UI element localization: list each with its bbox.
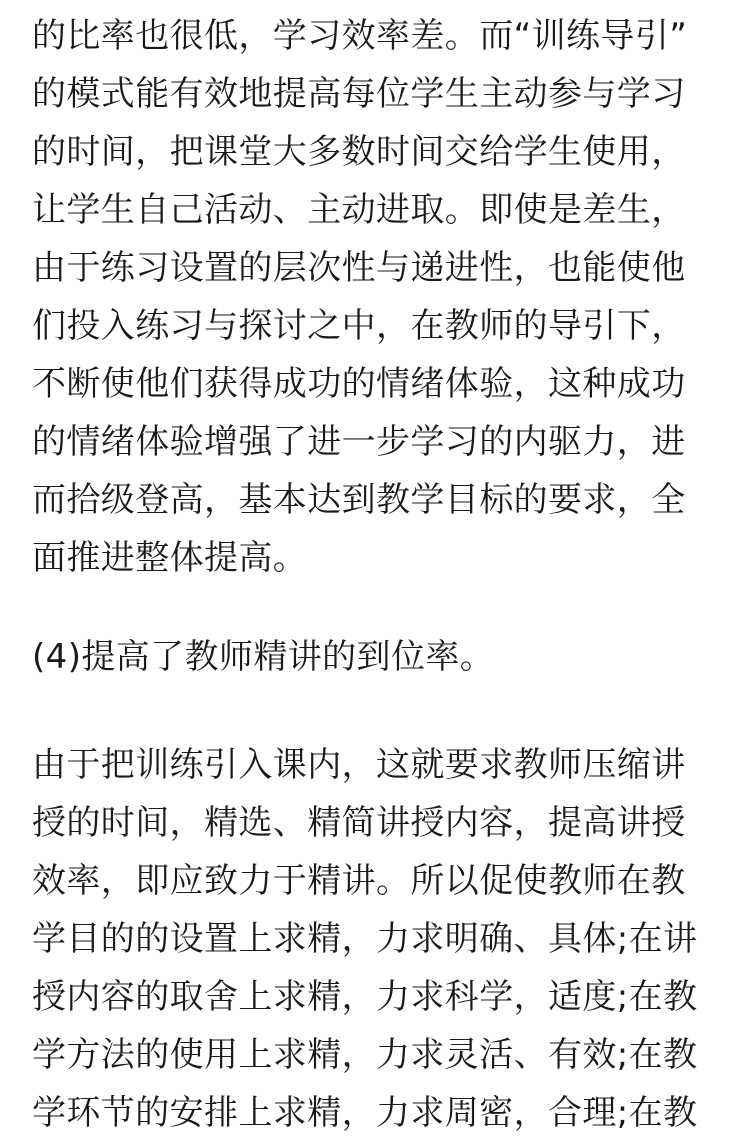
text-line: 授内容的取舍上求精，力求科学，适度;在教 [32,977,698,1017]
paragraph-3 [32,736,697,1142]
text-line: 授的时间，精选、精简讲授内容，提高讲授 [32,803,686,843]
text-line: 由于把训练引入课内，这就要求教师压缩讲 [32,745,686,785]
text-line: 不断使他们获得成功的情绪体验，这种成功 [32,364,686,404]
text-line: 的情绪体验增强了进一步学习的内驱力，进 [32,422,686,462]
text-line: 们投入练习与探讨之中，在教师的导引下， [32,306,686,346]
heading-line: (4)提高了教师精讲的到位率。 [32,637,495,677]
text-line: 学目的的设置上求精，力求明确、具体;在讲 [32,919,698,959]
text-line: 的模式能有效地提高每位学生主动参与学习 [32,74,686,114]
paragraph-1 [32,7,687,587]
text-line: 的比率也很低，学习效率差。而“训练导引” [32,16,688,56]
text-line: 让学生自己活动、主动进取。即使是差生， [32,190,686,230]
text-line: 面推进整体提高。 [32,538,308,578]
text-line: 的时间，把课堂大多数时间交给学生使用， [32,132,686,172]
section-heading [32,628,494,686]
text-line: 由于练习设置的层次性与递进性，也能使他 [32,248,686,288]
text-line: 学方法的使用上求精，力求灵活、有效;在教 [32,1035,698,1075]
text-line: 学环节的安排上求精，力求周密，合理;在教 [32,1093,698,1133]
text-line: 效率，即应致力于精讲。所以促使教师在教 [32,861,686,901]
text-line: 而拾级登高，基本达到教学目标的要求，全 [32,480,686,520]
